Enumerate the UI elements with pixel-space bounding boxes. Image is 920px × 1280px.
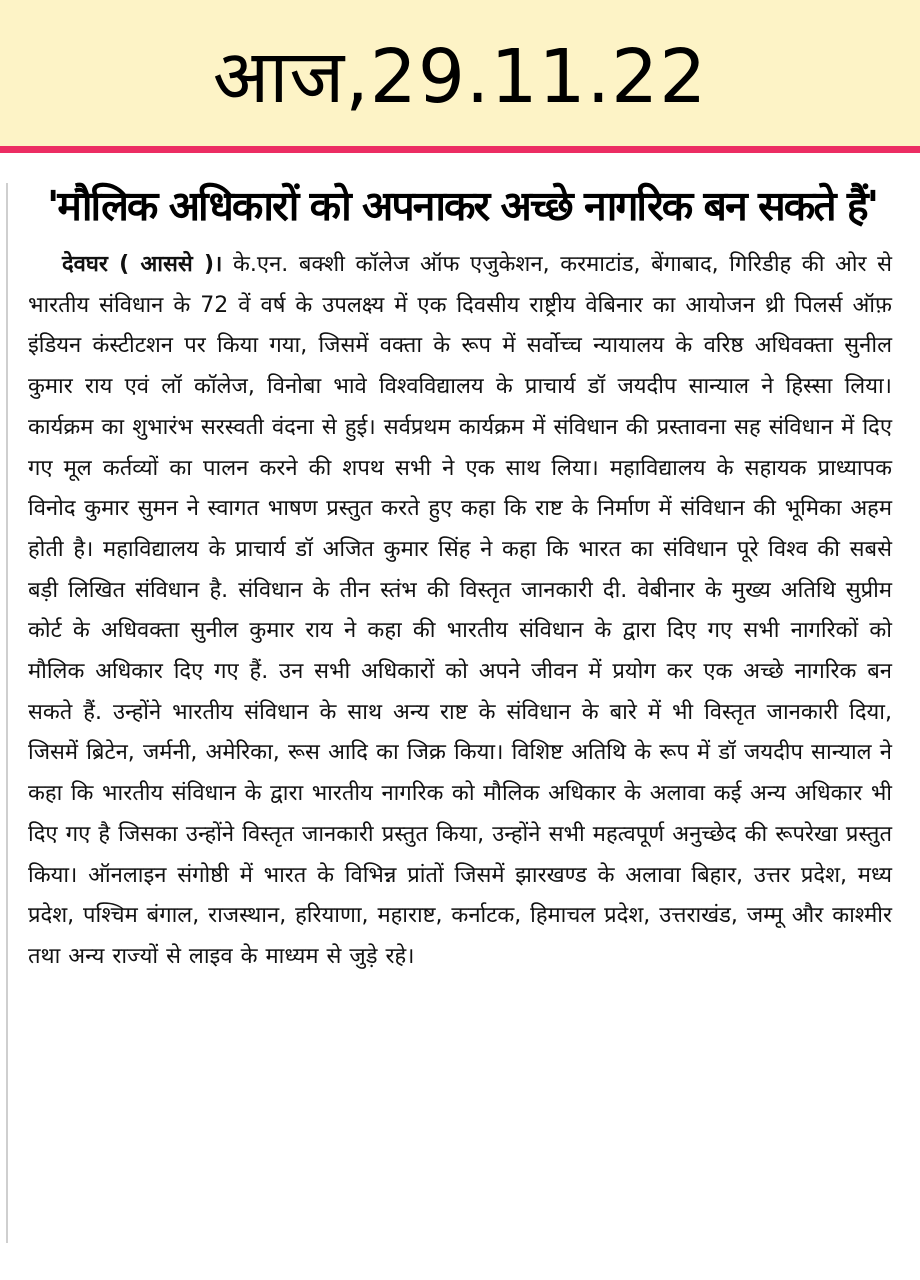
newspaper-clipping xyxy=(0,153,920,1280)
article-headline: 'मौलिक अधिकारों को अपनाकर अच्छे नागरिक बन सकते हैं' xyxy=(46,182,878,230)
banner-divider xyxy=(0,146,920,153)
article-paragraph xyxy=(28,245,892,978)
date-banner xyxy=(0,0,920,146)
column-rule xyxy=(6,183,8,1243)
article-body xyxy=(28,245,892,978)
publication-date: आज,29.11.22 xyxy=(212,33,708,120)
article-dateline: देवघर ( आससे )। xyxy=(62,252,223,277)
article-text: के.एन. बक्शी कॉलेज ऑफ एजुकेशन, करमाटांड, बेंगाबाद, गिरिडीह की ओर से भारतीय संविधान के 72 वें वर्ष के उपलक्ष्य में एक दिवसीय राष्ट्रीय वेबिनार का आयोजन थ्री पिलर्स ऑफ़ इंडियन कंस्टीटशन पर किया गया, जिसमें वक्ता के रूप में सर्वोच्च न्यायालय के वरिष्ठ अधिवक्ता सुनील कुमार राय एवं लॉ कॉलेज, विनोबा भावे विश्वविद्यालय के प्राचार्य डॉ जयदीप सान्याल ने हिस्सा लिया। कार्यक्रम का शुभारंभ सरस्वती वंदना से हुई। सर्वप्रथम कार्यक्रम में संविधान की प्रस्तावना सह संविधान में दिए गए मूल कर्तव्यों का पालन करने की शपथ सभी ने एक साथ लिया। महाविद्यालय के सहायक प्राध्यापक विनोद कुमार सुमन ने स्वागत भाषण प्रस्तुत करते हुए कहा कि राष्ट के निर्माण में संविधान की भूमिका अहम होती है। महाविद्यालय के प्राचार्य डॉ अजित कुमार सिंह ने कहा कि भारत का संविधान पूरे विश्व की सबसे बड़ी लिखित संविधान है. संविधान के तीन स्तंभ की विस्तृत जानकारी दी. वेबीनार के मुख्य अतिथि सुप्रीम कोर्ट के अधिवक्ता सुनील कुमार राय ने कहा की भारतीय संविधान के द्वारा दिए गए सभी नागरिकों को मौलिक अधिकार दिए गए हैं. उन सभी अधिकारों को अपने जीवन में प्रयोग कर एक अच्छे नागरिक बन सकते हैं. उन्होंने भारतीय संविधान के साथ अन्य राष्ट के संविधान के बारे में भी विस्तृत जानकारी दिया, जिसमें ब्रिटेन, जर्मनी, अमेरिका, रूस आदि का जिक्र किया। विशिष्ट अतिथि के रूप में डॉ जयदीप सान्याल ने कहा कि भारतीय संविधान के द्वारा भारतीय नागरिक को मौलिक अधिकार के अलावा कई अन्य अधिकार भी दिए गए है जिसका उन्होंने विस्तृत जानकारी प्रस्तुत किया, उन्होंने सभी महत्वपूर्ण अनुच्छेद की रूपरेखा प्रस्तुत किया। ऑनलाइन संगोष्ठी में भारत के विभिन्न प्रांतों जिसमें झारखण्ड के अलावा बिहार, उत्तर प्रदेश, मध्य प्रदेश, पश्चिम बंगाल, राजस्थान, हरियाणा, महाराष्ट, कर्नाटक, हिमाचल प्रदेश, उत्तराखंड, जम्मू और काश्मीर तथा अन्य राज्यों से लाइव के माध्यम से जुड़े रहे। xyxy=(28,252,892,969)
